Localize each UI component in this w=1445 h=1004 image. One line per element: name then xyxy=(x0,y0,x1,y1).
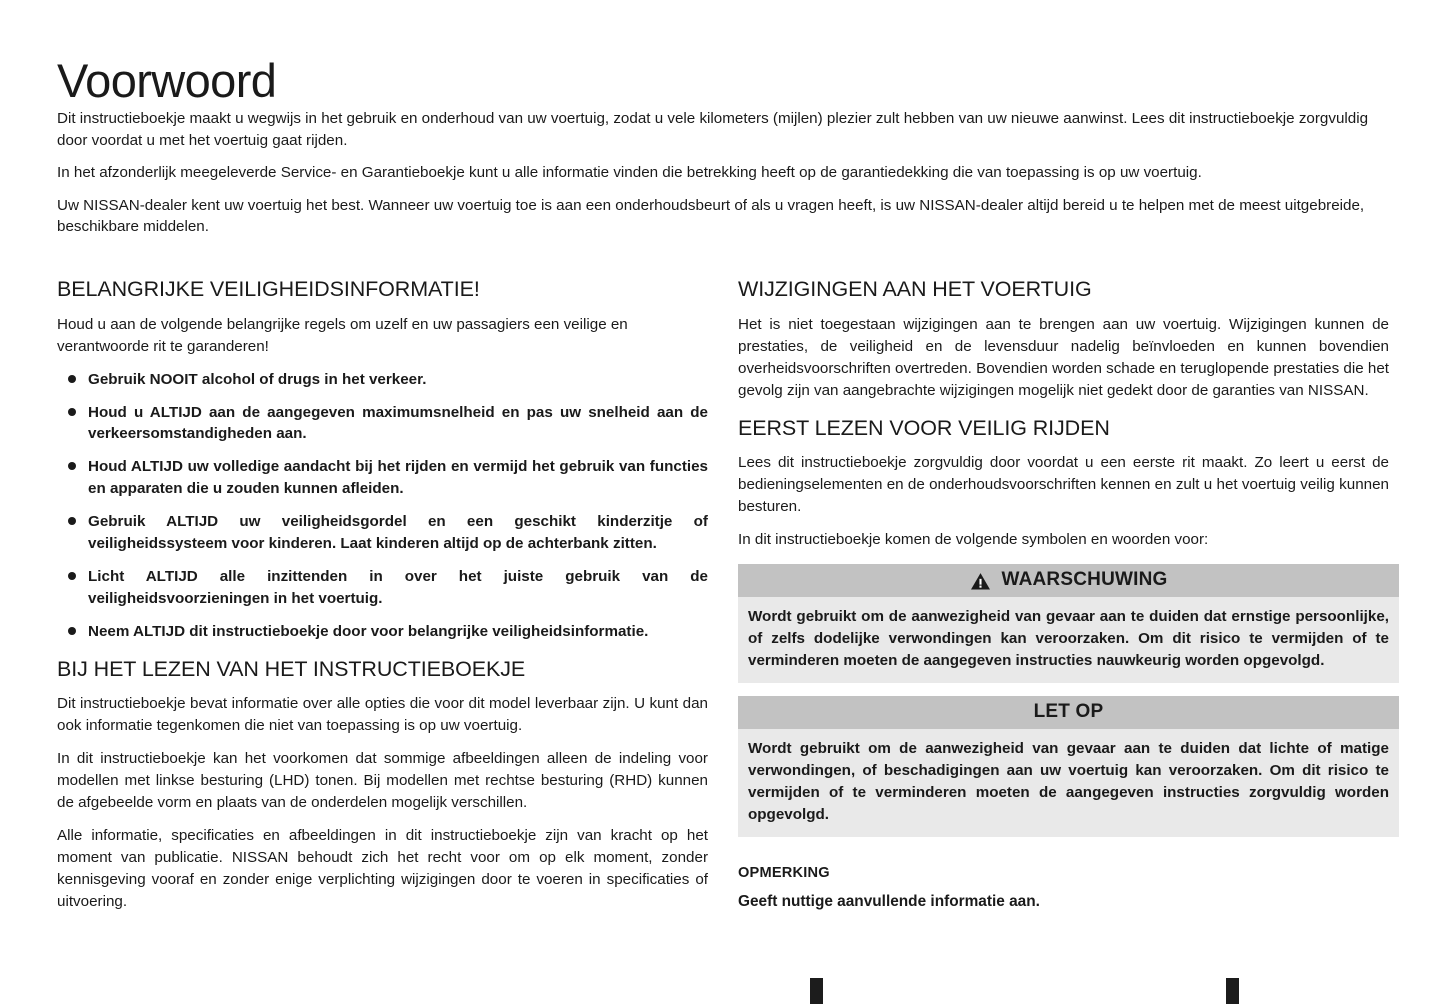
intro-paragraph-3: Uw NISSAN-dealer kent uw voertuig het best. Wanneer uw voertuig toe is aan een onderhoudsbeurt of als u vragen heeft, is uw NISSAN-dealer altijd bereid u te helpen met de meest uitgebreide, beschikbare middelen. xyxy=(57,196,1365,236)
warning-triangle-icon xyxy=(970,572,991,591)
heading-vehicle-modifications: WIJZIGINGEN AAN HET VOERTUIG xyxy=(738,277,1092,301)
intro-section xyxy=(57,108,1394,249)
note-title: OPMERKING xyxy=(738,865,830,882)
caution-notice-body xyxy=(738,729,1399,837)
caution-notice-box xyxy=(738,696,1399,837)
caution-notice-title: LET OP xyxy=(1033,701,1104,723)
right-column xyxy=(738,277,1389,924)
list-item: Neem ALTIJD dit instructieboekje door voor belangrijke veiligheidsinformatie. xyxy=(57,621,708,643)
note-block xyxy=(738,865,1389,911)
reading-paragraph-3: Alle informatie, specificaties en afbeeldingen in dit instructieboekje zijn van kracht op het moment van publicatie. NISSAN behoudt zich het recht voor om op elk moment, zonder kennisgeving vooraf en zonder enige verplichting wijzigingen door te voeren in specificaties of uitvoering. xyxy=(57,827,708,911)
intro-paragraph-1: Dit instructieboekje maakt u wegwijs in het gebruik en onderhoud van uw voertuig, zodat u vele kilometers (mijlen) plezier zult hebben van uw nieuwe aanwinst. Lees dit instructieboekje zorgvuldig door voordat u met het voertuig gaat rijden. xyxy=(57,110,1369,149)
list-item: Gebruik NOOIT alcohol of drugs in het verkeer. xyxy=(57,369,708,391)
caution-notice-header xyxy=(738,696,1399,729)
heading-read-first-safe-driving: EERST LEZEN VOOR VEILIG RIJDEN xyxy=(738,415,1110,440)
two-column-body xyxy=(57,277,1395,924)
registration-mark-left xyxy=(810,978,823,1004)
heading-safety-information: BELANGRIJKE VEILIGHEIDSINFORMATIE! xyxy=(57,277,480,301)
list-item: Houd ALTIJD uw volledige aandacht bij het rijden en vermijd het gebruik van functies en apparaten die u zouden kunnen afleiden. xyxy=(57,456,708,500)
registration-mark-right xyxy=(1226,978,1239,1004)
list-item: Houd u ALTIJD aan de aangegeven maximumsnelheid en pas uw snelheid aan de verkeersomstandigheden aan. xyxy=(57,402,708,446)
warning-notice-box xyxy=(738,564,1399,683)
warning-notice-title: WAARSCHUWING xyxy=(1001,569,1168,591)
intro-paragraph-2: In het afzonderlijk meegeleverde Service- en Garantieboekje kunt u alle informatie vinden die betrekking heeft op de garantiedekking die van toepassing is op uw voertuig. xyxy=(57,164,1202,182)
left-column xyxy=(57,277,708,924)
page-registration-marks xyxy=(0,978,1445,1004)
warning-notice-body xyxy=(738,597,1399,683)
caution-notice-text: Wordt gebruikt om de aanwezigheid van gevaar aan te duiden dat lichte of matige verwondingen, of beschadigingen aan uw voertuig kan veroorzaken. Om dit risico te vermijden of te verminderen moeten de aangegeven instructies zorgvuldig worden opgevolgd. xyxy=(748,740,1389,824)
modifications-paragraph: Het is niet toegestaan wijzigingen aan te brengen aan uw voertuig. Wijzigingen kunnen de prestaties, de veiligheid en de levensduur nadelig beïnvloeden en kunnen bovendien overheidsvoorschriften overtreden. Bovendien worden schade en teruglopende prestaties die het gevolg zijn van aangebrachte wijzigingen mogelijk niet gedekt door de garanties van NISSAN. xyxy=(738,315,1389,399)
safety-rules-list xyxy=(57,369,708,643)
note-text: Geeft nuttige aanvullende informatie aan. xyxy=(738,893,1040,911)
safety-lead-paragraph: Houd u aan de volgende belangrijke regels om uzelf en uw passagiers een veilige en verantwoorde rit te garanderen! xyxy=(57,315,628,355)
list-item: Licht ALTIJD alle inzittenden in over het juiste gebruik van de veiligheidsvoorzieningen in het voertuig. xyxy=(57,566,708,610)
warning-notice-text: Wordt gebruikt om de aanwezigheid van gevaar aan te duiden dat ernstige persoonlijke, of zelfs dodelijke verwondingen kan veroorzaken. Om dit risico te vermijden of te verminderen moeten de aangegeven instructies nauwkeurig worden opgevolgd. xyxy=(748,608,1389,670)
read-first-paragraph-2: In dit instructieboekje komen de volgende symbolen en woorden voor: xyxy=(738,531,1209,549)
read-first-paragraph-1: Lees dit instructieboekje zorgvuldig door voordat u een eerste rit maakt. Zo leert u eerst de bedieningselementen en de onderhoudsvoorschriften kennen en zult u het voertuig veilig kunnen besturen. xyxy=(738,454,1389,516)
reading-paragraph-2: In dit instructieboekje kan het voorkomen dat sommige afbeeldingen alleen de indeling voor modellen met linkse besturing (LHD) tonen. Bij modellen met rechtse besturing (RHD) kunnen de afgebeelde vorm en plaats van de onderdelen mogelijk verschillen. xyxy=(57,750,708,812)
list-item: Gebruik ALTIJD uw veiligheidsgordel en een geschikt kinderzitje of veiligheidssysteem voor kinderen. Laat kinderen altijd op de achterbank zitten. xyxy=(57,511,708,555)
warning-notice-header xyxy=(738,564,1399,597)
reading-paragraph-1: Dit instructieboekje bevat informatie over alle opties die voor dit model leverbaar zijn. U kunt dan ook informatie tegenkomen die niet van toepassing is op uw voertuig. xyxy=(57,695,708,735)
page-title: Voorwoord xyxy=(57,54,277,108)
heading-reading-the-manual: BIJ HET LEZEN VAN HET INSTRUCTIEBOEKJE xyxy=(57,656,526,681)
